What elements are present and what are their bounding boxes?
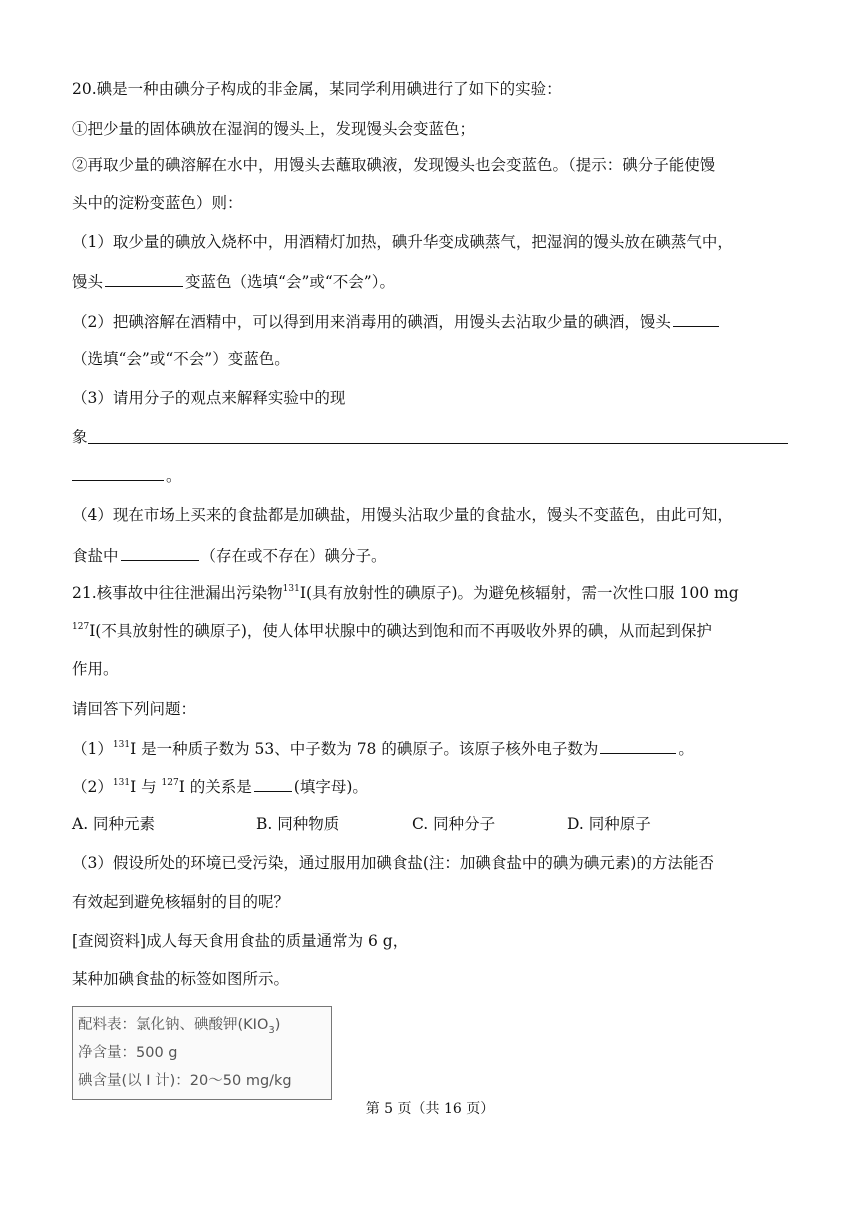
q20-part1-hint: 变蓝色（选填“会”或“不会”）。	[185, 273, 395, 291]
q21-part2-text: I 的关系是	[178, 778, 252, 796]
answer-blank[interactable]	[88, 443, 788, 444]
q20-part1-a: （1）取少量的碘放入烧杯中，用酒精灯加热，碘升华变成碘蒸气，把湿润的馒头放在碘蒸气中，	[72, 233, 733, 251]
q20-part4-hint: （存在或不存在）碘分子。	[200, 547, 387, 565]
q21-intro-b	[72, 620, 712, 642]
mass-number: 131	[282, 584, 300, 594]
q21-info: [查阅资料]成人每天食用食盐的质量通常为 6 g，	[72, 932, 409, 950]
q20-step2-b: 头中的淀粉变蓝色）则：	[72, 194, 243, 212]
answer-blank[interactable]	[105, 270, 183, 287]
mass-number: 131	[112, 778, 131, 788]
q20-step1: ①把少量的固体碘放在湿润的馒头上，发现馒头会变蓝色；	[72, 120, 476, 138]
option-d[interactable]: D. 同种原子	[567, 815, 651, 833]
q20-step2-a: ②再取少量的碘溶解在水中，用馒头去蘸取碘液，发现馒头也会变蓝色。（提示：碘分子能使馒	[72, 156, 716, 174]
q20-part2-b: （选填“会”或“不会”）变蓝色。	[72, 350, 290, 368]
q21-part1-text: I 是一种质子数为 53、中子数为 78 的碘原子。该原子核外电子数为	[130, 740, 599, 758]
salt-label-ingredients	[78, 1013, 280, 1036]
q21-part3-a: （3）假设所处的环境已受污染，通过服用加碘食盐(注：加碘食盐中的碘为碘元素)的方法能否	[72, 854, 714, 872]
mass-number: 127	[72, 622, 90, 632]
answer-blank[interactable]	[600, 737, 676, 754]
subscript: 3	[268, 1024, 275, 1036]
q21-part3-b: 有效起到避免核辐射的目的呢？	[72, 893, 290, 911]
q20-part3-a: （3）请用分子的观点来解释实验中的现	[72, 389, 346, 407]
q20-part3-b: 象	[72, 428, 88, 446]
q20-part2-a	[72, 310, 721, 333]
part-number: （1）	[72, 740, 113, 758]
q21-part2-hint: (填字母)。	[293, 778, 368, 796]
q20-part1-text: 馒头	[72, 273, 104, 291]
option-a[interactable]: A. 同种元素	[72, 815, 156, 833]
ingredients-text: 配料表：氯化钠、碘酸钾(KIO	[78, 1017, 269, 1033]
answer-blank[interactable]	[254, 775, 292, 792]
q21-ask: 请回答下列问题：	[72, 700, 197, 718]
mass-number: 127	[161, 778, 179, 788]
q21-part2-text: I 与	[130, 778, 162, 796]
q20-part2-text: （2）把碘溶解在酒精中，可以得到用来消毒用的碘酒，用馒头去沾取少量的碘酒，馒头	[72, 313, 671, 331]
q21-part2	[72, 775, 368, 798]
salt-label-iodine-content: 碘含量(以 I 计)：20～50 mg/kg	[78, 1073, 292, 1089]
mass-number: 131	[112, 740, 131, 750]
q20-part1-b	[72, 270, 395, 293]
period: 。	[166, 467, 182, 485]
q21-intro-text: I(具有放射性的碘原子)。为避免核辐射，需一次性口服 100 mg	[299, 584, 739, 602]
part-number: （2）	[72, 778, 113, 796]
period: 。	[678, 740, 694, 758]
salt-label-net-content: 净含量：500 g	[78, 1045, 178, 1061]
answer-blank[interactable]	[121, 544, 199, 561]
q20-intro: 20.碘是一种由碘分子构成的非金属，某同学利用碘进行了如下的实验：	[72, 80, 562, 98]
option-c[interactable]: C. 同种分子	[412, 815, 496, 833]
q21-intro-text: I(不具放射性的碘原子)，使人体甲状腺中的碘达到饱和而不再吸收外界的碘，从而起到保护	[89, 622, 712, 640]
q20-part3-c	[72, 464, 182, 487]
q21-info2: 某种加碘食盐的标签如图所示。	[72, 970, 290, 988]
q20-part4-a: （4）现在市场上买来的食盐都是加碘盐，用馒头沾取少量的食盐水，馒头不变蓝色，由此可知，	[72, 506, 733, 524]
page-footer: 第 5 页（共 16 页）	[365, 1101, 495, 1117]
option-b[interactable]: B. 同种物质	[256, 815, 340, 833]
q21-intro-text: 21.核事故中往往泄漏出污染物	[72, 584, 283, 602]
paren: )	[274, 1017, 281, 1033]
answer-blank[interactable]	[673, 310, 719, 327]
q21-intro-c: 作用。	[72, 660, 119, 678]
q20-part4-text: 食盐中	[72, 547, 119, 565]
answer-blank[interactable]	[72, 464, 164, 481]
q21-intro-a	[72, 582, 739, 604]
q20-part4-b	[72, 544, 387, 567]
salt-label	[72, 1006, 332, 1100]
q21-part1	[72, 737, 694, 760]
